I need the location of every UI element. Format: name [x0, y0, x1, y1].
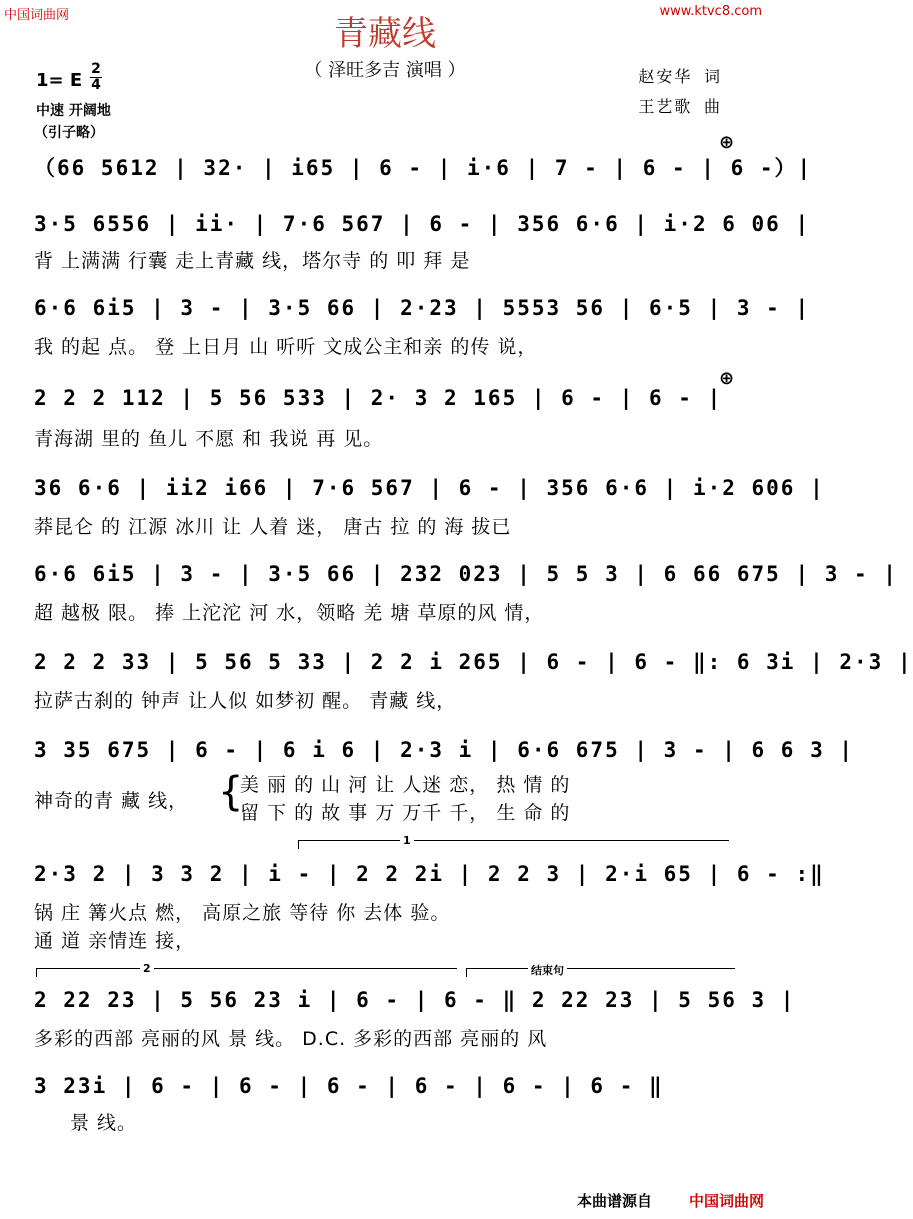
volta-label-2: 2 — [140, 962, 154, 975]
notation-line: 3 23i | 6 - | 6 - | 6 - | 6 - | 6 - | 6 - ‖ — [34, 1074, 664, 1098]
site-logo-left[interactable]: 中国词曲网 — [4, 8, 70, 23]
key-signature: 1= E — [36, 70, 83, 91]
notation-line: 6·6 6i5 | 3 - | 3·5 66 | 232 023 | 5 5 3 | 6 66 675 | 3 - | — [34, 562, 898, 586]
notation-line: 3 35 675 | 6 - | 6 i 6 | 2·3 i | 6·6 675 | 3 - | 6 6 3 | — [34, 738, 855, 762]
lyric-line: 拉萨古刹的 钟声 让人似 如梦初 醒。 青藏 线， — [34, 690, 457, 712]
lyric-line: 锅 庄 篝火点 燃， 高原之旅 等待 你 去体 验。 — [34, 902, 451, 924]
lyric-line: 神奇的青 藏 线， — [34, 790, 189, 812]
volta-label-1: 1 — [400, 834, 414, 847]
lyric-line: 景 线。 — [70, 1112, 138, 1134]
intro-note: （引子略） — [34, 125, 104, 141]
site-url-right[interactable]: www.ktvc8.com — [659, 4, 762, 19]
ending-label: 结束句 — [528, 962, 567, 978]
volta-bracket-1 — [298, 840, 729, 849]
notation-line: 2 22 23 | 5 56 23 i | 6 - | 6 - ‖ 2 22 23 | 5 56 3 | — [34, 988, 796, 1012]
lyric-verse-1: 美 丽 的 山 河 让 人迷 恋， 热 情 的 — [240, 774, 571, 796]
footer-source-label: 本曲谱源自 — [576, 1192, 652, 1210]
notation-line: 36 6·6 | ii2 i66 | 7·6 567 | 6 - | 356 6·6 | i·2 606 | — [34, 476, 825, 500]
lyric-line: 多彩的西部 亮丽的风 景 线。 D.C. 多彩的西部 亮丽的 风 — [34, 1028, 548, 1050]
footer-site-link[interactable]: 中国词曲网 — [688, 1192, 764, 1210]
coda-bracket — [466, 968, 735, 977]
lyric-line-verse-2: 通 道 亲情连 接， — [34, 930, 196, 952]
tempo-marking: 中速 开阔地 — [36, 103, 111, 119]
notation-line: 2 2 2 33 | 5 56 5 33 | 2 2 i 265 | 6 - | 6 - ‖: 6 3i | 2·3 | — [34, 650, 913, 674]
lyricist-credit: 赵安华 词 — [638, 67, 722, 86]
time-denominator: 4 — [91, 77, 101, 93]
coda-icon: ⊕ — [719, 132, 735, 153]
lyric-line: 青海湖 里的 鱼儿 不愿 和 我说 再 见。 — [34, 428, 384, 450]
coda-icon: ⊕ — [719, 368, 735, 389]
song-title: 青藏线 — [334, 14, 436, 54]
lyric-line: 莽昆仑 的 江源 冰川 让 人着 迷， 唐古 拉 的 海 拔已 — [34, 516, 512, 538]
lyric-verse-2: 留 下 的 故 事 万 万千 千， 生 命 的 — [240, 802, 571, 824]
volta-bracket-2 — [36, 968, 457, 977]
time-signature — [90, 62, 102, 93]
notation-line: 2 2 2 112 | 5 56 533 | 2· 3 2 165 | 6 - | 6 - | — [34, 386, 723, 410]
lyric-line: 背 上满满 行囊 走上青藏 线，塔尔寺 的 叩 拜 是 — [34, 250, 471, 272]
verse-brace: { — [218, 769, 244, 815]
composer-credit: 王艺歌 曲 — [638, 97, 722, 116]
singer-credit: （ 泽旺多吉 演唱 ） — [304, 60, 466, 81]
time-numerator: 2 — [91, 61, 101, 77]
notation-line: （66 5612 | 32· | i65 | 6 - | i·6 | 7 - | 6 - | 6 -）| — [34, 156, 813, 180]
lyric-line: 我 的起 点。 登 上日月 山 听听 文成公主和亲 的传 说， — [34, 336, 538, 358]
lyric-line: 超 越极 限。 捧 上沱沱 河 水，领略 羌 塘 草原的风 情， — [34, 602, 545, 624]
notation-line: 2·3 2 | 3 3 2 | i - | 2 2 2i | 2 2 3 | 2·i 65 | 6 - :‖ — [34, 862, 825, 886]
notation-line: 3·5 6556 | ii· | 7·6 567 | 6 - | 356 6·6 | i·2 6 06 | — [34, 212, 811, 236]
notation-line: 6·6 6i5 | 3 - | 3·5 66 | 2·23 | 5553 56 | 6·5 | 3 - | — [34, 296, 811, 320]
